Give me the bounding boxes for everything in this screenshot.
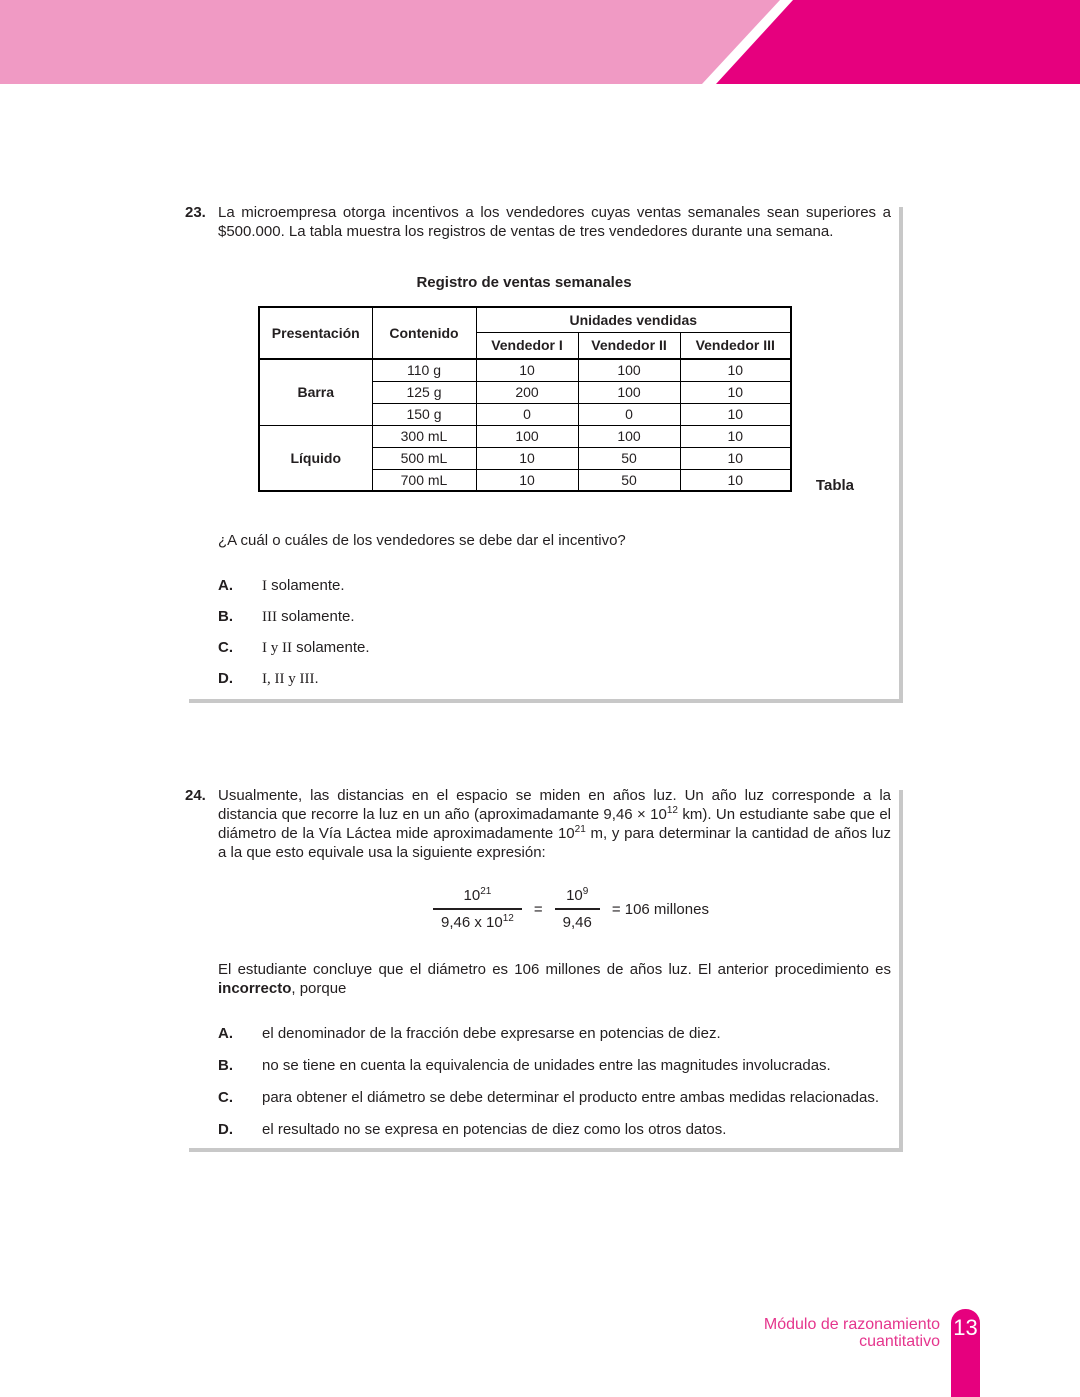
- statement-part: Usualmente, las distancias en el espacio se miden en años luz. Un año luz corresponde a la distancia que recorre la luz en un año (aproximadamante 9,46 × 10: [218, 787, 891, 823]
- conclusion-bold: incorrecto: [218, 980, 292, 997]
- header-vendedor-3: Vendedor III: [680, 332, 791, 359]
- vendor3-cell: 10: [680, 447, 791, 469]
- roman-numeral: I y II: [262, 640, 292, 656]
- header-unidades-vendidas: Unidades vendidas: [476, 307, 791, 332]
- question-23-number: 23.: [185, 204, 206, 221]
- base: 10: [463, 887, 481, 904]
- option-letter: C.: [218, 639, 233, 656]
- option-text: [262, 669, 899, 689]
- option-text-rest: solamente.: [292, 639, 370, 656]
- question-24-card: [185, 786, 899, 1148]
- table-caption: Tabla: [815, 477, 854, 494]
- sales-table-wrapper: [258, 306, 854, 494]
- option-text-rest: .: [314, 670, 319, 687]
- vendor1-cell: 10: [476, 469, 578, 491]
- statement-part: km). Un estudiante sabe que el diámetro de la Vía Láctea mide aproximadamente 10: [218, 806, 891, 842]
- conclusion-part: El estudiante concluye que el diámetro es 106 millones de años luz. El anterior procedimiento es: [218, 961, 891, 978]
- option-d: [218, 1120, 899, 1139]
- roman-numeral: III: [262, 609, 277, 625]
- page-number: 13: [953, 1315, 978, 1340]
- vendor2-cell: 50: [578, 447, 680, 469]
- contenido-cell: 125 g: [372, 381, 476, 403]
- vendor2-cell: 50: [578, 469, 680, 491]
- option-d: [218, 669, 899, 689]
- presentacion-cell: Líquido: [259, 425, 372, 491]
- vendor2-cell: 100: [578, 359, 680, 381]
- question-24-statement-text: [218, 786, 899, 862]
- table-header-row: [259, 307, 791, 332]
- base: 10: [566, 887, 583, 904]
- fraction-2-denominator: 9,46: [562, 914, 592, 931]
- fraction-2: [555, 886, 600, 932]
- option-a: [218, 576, 899, 596]
- exponent: 21: [574, 824, 586, 835]
- vendor3-cell: 10: [680, 359, 791, 381]
- vendor1-cell: 0: [476, 403, 578, 425]
- conclusion-part: , porque: [291, 980, 347, 997]
- header-vendedor-2: Vendedor II: [578, 332, 680, 359]
- question-23-options: [185, 576, 899, 689]
- question-24-statement: [185, 786, 899, 862]
- formula-result: = 106 millones: [611, 900, 709, 918]
- option-text: no se tiene en cuenta la equivalencia de unidades entre las magnitudes involucradas.: [262, 1057, 831, 1074]
- vendor2-cell: 0: [578, 403, 680, 425]
- option-letter: B.: [218, 608, 233, 625]
- question-23-statement-text: La microempresa otorga incentivos a los vendedores cuyas ventas semanales sean superiores a $500.000. La tabla muestra los registros de ventas de tres vendedores durante una semana.: [218, 204, 891, 240]
- option-text: [262, 607, 899, 627]
- option-b: [218, 607, 899, 627]
- statement-part: m, y para determinar la cantidad de años luz a la que esto equivale usa la siguiente expresión:: [218, 825, 891, 861]
- option-b: [218, 1056, 899, 1075]
- roman-numeral: I: [262, 578, 267, 594]
- vendor1-cell: 200: [476, 381, 578, 403]
- roman-numeral: I, II y III: [262, 671, 315, 687]
- option-text-rest: solamente.: [267, 577, 345, 594]
- exponent: 12: [502, 913, 514, 924]
- option-letter: A.: [218, 577, 233, 594]
- option-letter: D.: [218, 1121, 233, 1138]
- table-row: [259, 425, 791, 447]
- footer-module-line1: Módulo de razonamiento: [763, 1316, 940, 1333]
- vendor3-cell: 10: [680, 469, 791, 491]
- vendor1-cell: 10: [476, 447, 578, 469]
- option-letter: A.: [218, 1025, 233, 1042]
- option-a: [218, 1024, 899, 1043]
- option-letter: B.: [218, 1057, 233, 1074]
- presentacion-cell: Barra: [259, 359, 372, 425]
- question-24-number: 24.: [185, 787, 206, 804]
- question-23-statement: [185, 203, 899, 241]
- fraction-1-denominator: [433, 910, 522, 932]
- base: 9,46 x 10: [441, 914, 503, 931]
- equals-sign: =: [533, 900, 543, 918]
- footer-module-line2: cuantitativo: [859, 1333, 940, 1350]
- vendor3-cell: 10: [680, 403, 791, 425]
- table-title: Registro de ventas semanales: [416, 274, 632, 291]
- vendor2-cell: 100: [578, 381, 680, 403]
- exponent: 12: [666, 805, 678, 816]
- page-number-tab: [951, 1309, 980, 1397]
- option-text: para obtener el diámetro se debe determinar el producto entre ambas medidas relacionadas.: [262, 1089, 880, 1106]
- fraction-1: [433, 886, 522, 932]
- vendor1-cell: 10: [476, 359, 578, 381]
- table-row: [259, 359, 791, 381]
- fraction-1-numerator: [433, 886, 522, 910]
- question-24-options: [185, 1024, 899, 1139]
- header-band: [0, 0, 1080, 84]
- vendor1-cell: 100: [476, 425, 578, 447]
- header-contenido: Contenido: [372, 307, 476, 359]
- option-letter: C.: [218, 1089, 233, 1106]
- footer-module-label: [764, 1316, 940, 1350]
- math-expression: [433, 886, 899, 932]
- contenido-cell: 700 mL: [372, 469, 476, 491]
- option-text: el resultado no se expresa en potencias de diez como los otros datos.: [262, 1121, 727, 1138]
- vendor3-cell: 10: [680, 425, 791, 447]
- option-text-rest: solamente.: [277, 608, 355, 625]
- sales-table: [258, 306, 792, 492]
- question-23-prompt: ¿A cuál o cuáles de los vendedores se debe dar el incentivo?: [218, 532, 626, 549]
- fraction-2-numerator: [555, 886, 600, 910]
- contenido-cell: 500 mL: [372, 447, 476, 469]
- question-24-conclusion: [218, 960, 891, 998]
- contenido-cell: 150 g: [372, 403, 476, 425]
- exponent: 9: [582, 886, 589, 897]
- vendor3-cell: 10: [680, 381, 791, 403]
- option-c: [218, 638, 899, 658]
- option-text: [262, 576, 899, 596]
- option-letter: D.: [218, 670, 233, 687]
- question-23-card: [185, 203, 899, 699]
- contenido-cell: 300 mL: [372, 425, 476, 447]
- header-vendedor-1: Vendedor I: [476, 332, 578, 359]
- contenido-cell: 110 g: [372, 359, 476, 381]
- exponent: 21: [480, 886, 492, 897]
- header-presentacion: Presentación: [259, 307, 372, 359]
- vendor2-cell: 100: [578, 425, 680, 447]
- option-c: [218, 1088, 899, 1107]
- option-text: el denominador de la fracción debe expresarse en potencias de diez.: [262, 1025, 721, 1042]
- option-text: [262, 638, 899, 658]
